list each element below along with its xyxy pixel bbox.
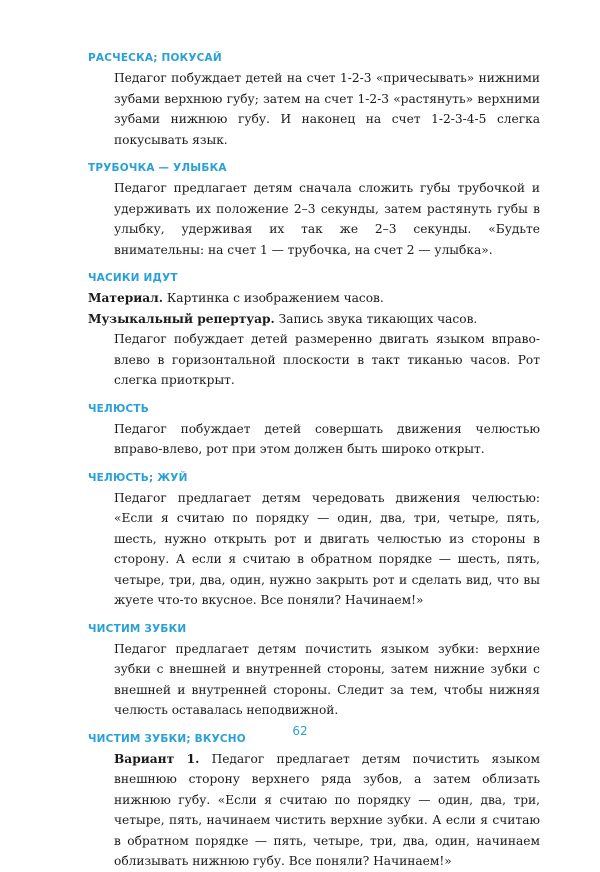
section-chelyust-zhuy (88, 468, 540, 611)
section-text: Педагог побуждает детей совершать движения челюстью вправо-влево, рот при этом должен быть широко открыт. (114, 421, 540, 456)
material-text: Картинка с изображением часов. (166, 291, 384, 305)
section-chasiki (88, 268, 540, 391)
section-trubochka (88, 158, 540, 260)
page-number: 62 (292, 724, 308, 738)
repertoire-text: Запись звука тикающих часов. (278, 311, 478, 326)
material-label: Материал. (88, 291, 163, 305)
section-text: Педагог предлагает детям почистить языком зубки: верхние зубки с внешней и внутренней стороны, затем нижние зубки с внешней и внутренней стороны. Следит за тем, чтобы нижняя челюсть оставалась неподвижной. (114, 641, 540, 717)
repertoire-line (88, 309, 540, 330)
section-text: Педагог побуждает детей размеренно двигать языком вправо-влево в горизонтальной плоскости в такт тиканью часов. Рот слегка приоткрыт. (114, 332, 540, 387)
section-title: ЧИСТИМ ЗУБКИ; ВКУСНО (88, 732, 246, 745)
section-text: Педагог побуждает детей на счет 1-2-3 «причесывать» нижними зубами верхнюю губу; затем на счет 1-2-3 «растянуть» верхними зубами нижнюю губу. И наконец на счет 1-2-3-4-5 слегка покусывать язык. (114, 71, 540, 147)
section-title: ЧИСТИМ ЗУБКИ (88, 622, 187, 635)
section-title: ТРУБОЧКА — УЛЫБКА (88, 162, 227, 174)
section-chistim-zubki (88, 619, 540, 721)
section-chelyust (88, 399, 540, 460)
section-text: Педагог предлагает детям сначала сложить губы трубочкой и удерживать их положение 2–3 секунды, затем растянуть губы в улыбку, удерживая их так же 2–3 секунды. «Будьте внимательны: на счет 1 — трубочка, на счет 2 — улыбка». (114, 181, 540, 257)
section-title: ЧЕЛЮСТЬ (88, 402, 149, 415)
section-title: ЧАСИКИ ИДУТ (88, 272, 178, 284)
material-line (88, 288, 540, 309)
section-title: РАСЧЕСКА; ПОКУСАЙ (88, 52, 222, 64)
section-title: ЧЕЛЮСТЬ; ЖУЙ (88, 471, 188, 484)
repertoire-label: Музыкальный репертуар. (88, 311, 275, 326)
section-rascheska (88, 48, 540, 150)
section-text: Педагог предлагает детям чередовать движения челюстью: «Если я считаю по порядку — один, два, три, четыре, пять, шесть, нужно открыть рот и двигать челюстью из стороны в сторону. А если я считаю в обратном порядке — шесть, пять, четыре, три, два, один, нужно закрыть рот и сделать вид, что вы жуете что-то вкусное. Все поняли? Начинаем!» (114, 490, 540, 607)
variant-text: Педагог предлагает детям почистить языком внешнюю сторону верхнего ряда зубов, а затем облизать нижнюю губу. «Если я считаю по порядку — один, два, три, четыре, пять, начинаем чистить верхние зубки. А если я считаю в обратном порядке — пять, четыре, три, два, один, начинаем облизывать нижнюю губу. Все поняли? Начинаем!» (114, 751, 540, 868)
section-text (88, 749, 540, 872)
variant-label: Вариант 1. (114, 751, 200, 766)
